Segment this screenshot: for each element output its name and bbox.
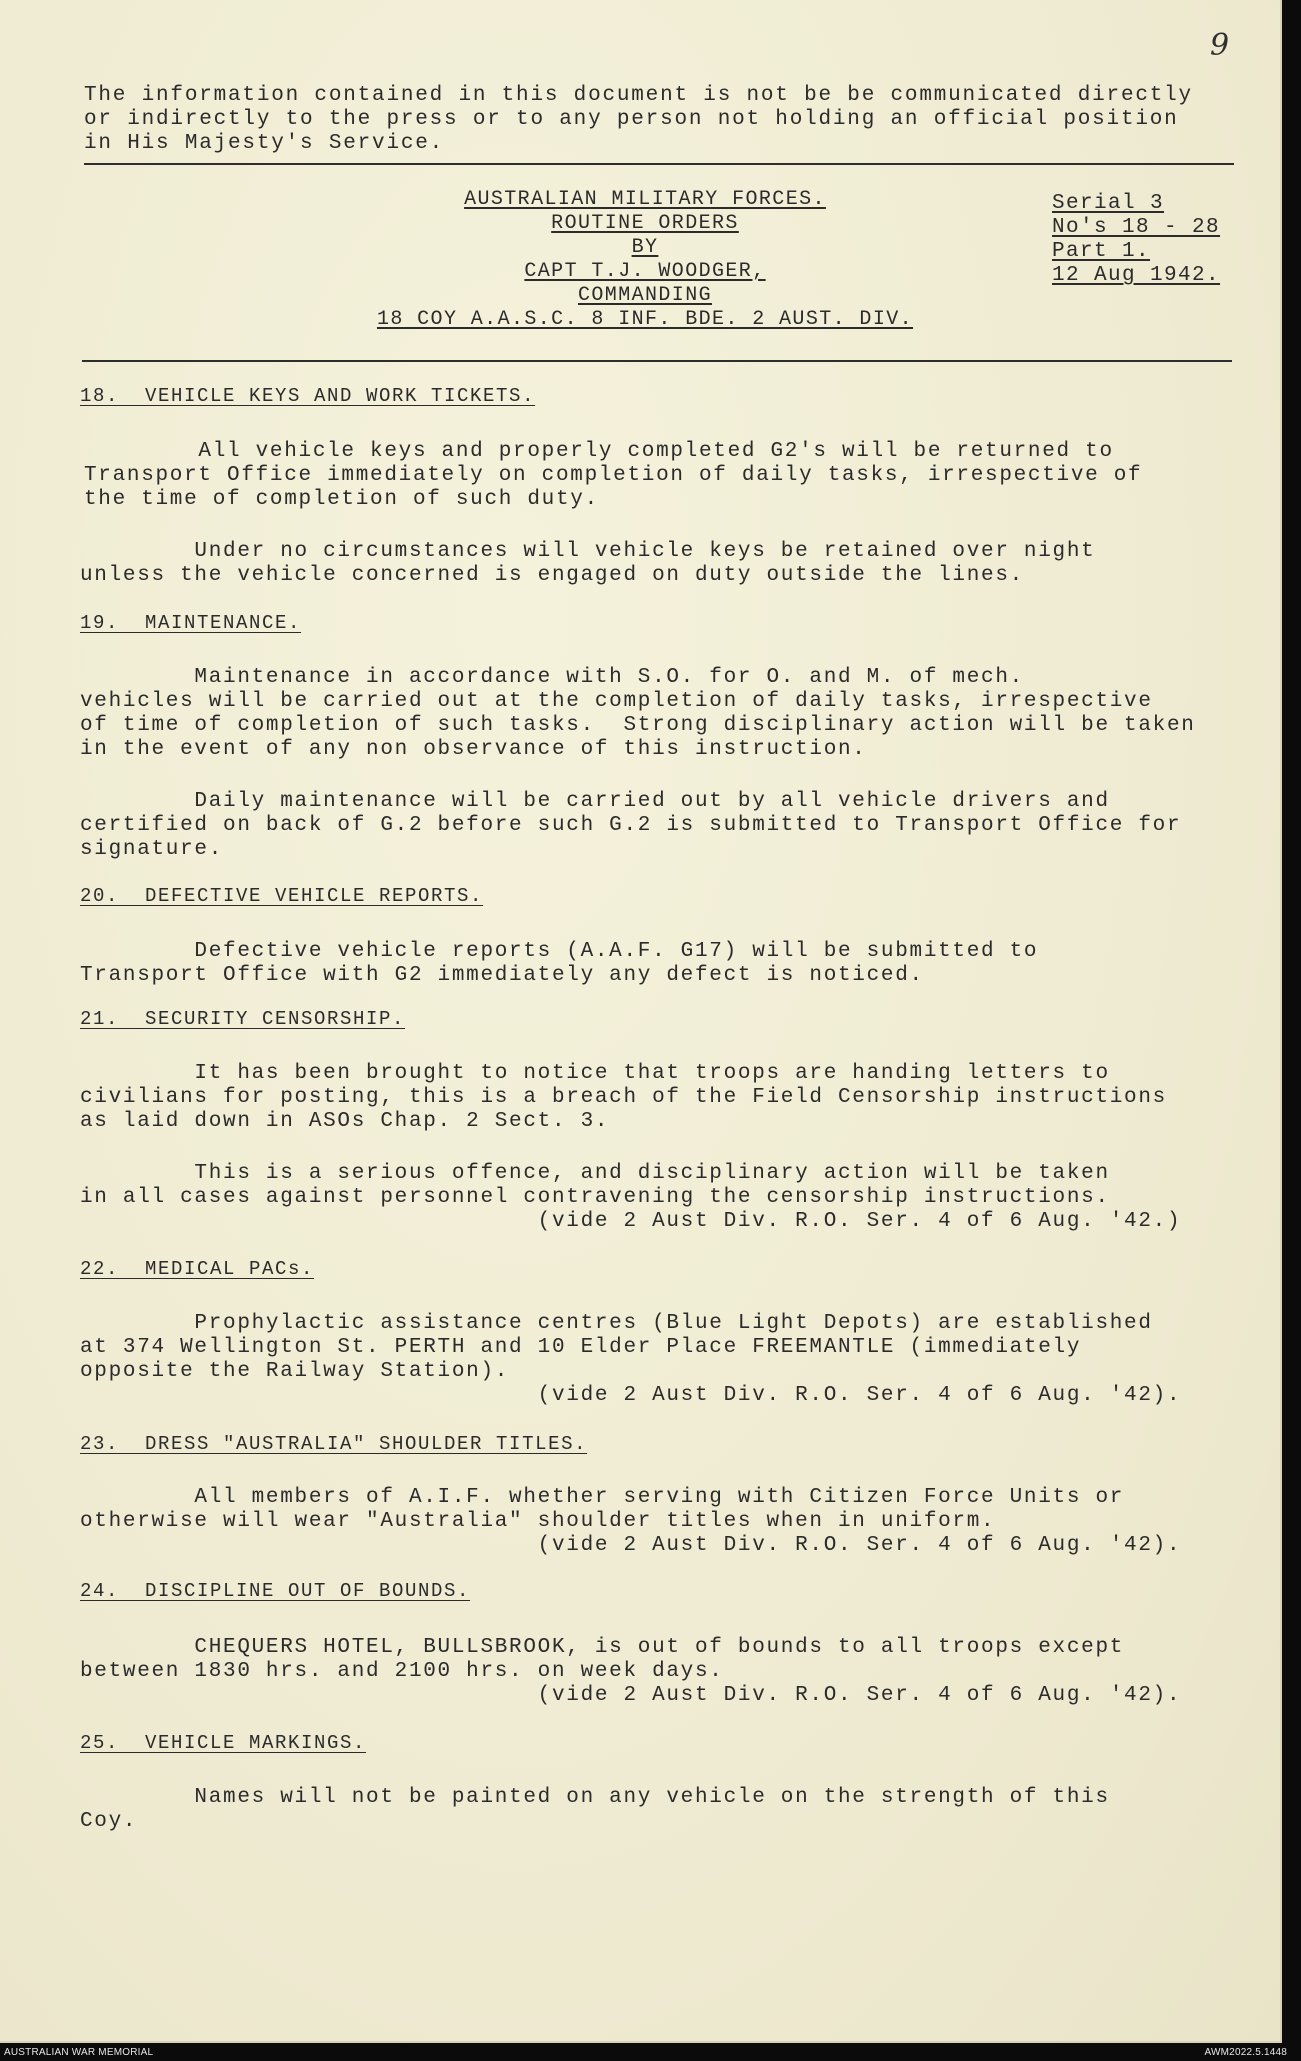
notice-line: or indirectly to the press or to any person not holding an official position: [84, 108, 1179, 131]
body-line: Transport Office immediately on completion of daily tasks, irrespective of: [84, 464, 1143, 487]
body-line: as laid down in ASOs Chap. 2 Sect. 3.: [80, 1110, 610, 1133]
order-heading: 22. MEDICAL PACs.: [80, 1258, 315, 1280]
header-officer: CAPT T.J. WOODGER,: [524, 260, 766, 283]
body-line: opposite the Railway Station).: [80, 1360, 510, 1383]
body-line: unless the vehicle concerned is engaged on duty outside the lines.: [80, 564, 1024, 587]
body-line: of time of completion of such tasks. Strong disciplinary action will be taken: [80, 714, 1196, 737]
body-line: Defective vehicle reports (A.A.F. G17) will be submitted to: [80, 940, 1039, 963]
order-heading: 20. DEFECTIVE VEHICLE REPORTS.: [80, 885, 484, 907]
body-line: the time of completion of such duty.: [84, 488, 599, 511]
order-heading: 25. VEHICLE MARKINGS.: [80, 1732, 367, 1754]
order-heading: 18. VEHICLE KEYS AND WORK TICKETS.: [80, 385, 536, 407]
body-line: Names will not be painted on any vehicle on the strength of this: [80, 1786, 1110, 1809]
body-line: vehicles will be carried out at the completion of daily tasks, irrespective: [80, 690, 1153, 713]
vide-reference: (vide 2 Aust Div. R.O. Ser. 4 of 6 Aug. '42).: [80, 1534, 1182, 1557]
body-line: Coy.: [80, 1810, 138, 1833]
header-role: COMMANDING: [577, 284, 713, 307]
body-line: certified on back of G.2 before such G.2 is submitted to Transport Office for: [80, 814, 1182, 837]
body-line: at 374 Wellington St. PERTH and 10 Elder Place FREEMANTLE (immediately: [80, 1336, 1082, 1359]
body-line: between 1830 hrs. and 2100 hrs. on week days.: [80, 1660, 724, 1683]
order-date: 12 Aug 1942.: [1052, 264, 1221, 287]
vide-reference: (vide 2 Aust Div. R.O. Ser. 4 of 6 Aug. '42).: [80, 1684, 1182, 1707]
header-unit: 18 COY A.A.S.C. 8 INF. BDE. 2 AUST. DIV.: [376, 308, 914, 331]
body-line: otherwise will wear "Australia" shoulder titles when in uniform.: [80, 1510, 996, 1533]
footer-credit: AUSTRALIAN WAR MEMORIAL: [4, 2047, 154, 2058]
body-line: in the event of any non observance of this instruction.: [80, 738, 867, 761]
serial-number: Serial 3: [1052, 192, 1165, 215]
page-number-mark: 9: [1210, 28, 1230, 63]
body-line: It has been brought to notice that troops are handing letters to: [80, 1062, 1110, 1085]
notice-divider: [84, 163, 1234, 165]
body-line: in all cases against personnel contravening the censorship instructions.: [80, 1186, 1110, 1209]
body-line: Maintenance in accordance with S.O. for O. and M. of mech.: [80, 666, 1024, 689]
order-heading: 24. DISCIPLINE OUT OF BOUNDS.: [80, 1580, 471, 1602]
body-line: signature.: [80, 838, 224, 861]
part-number: Part 1.: [1052, 240, 1151, 263]
order-heading: 21. SECURITY CENSORSHIP.: [80, 1008, 406, 1030]
order-heading: 19. MAINTENANCE.: [80, 612, 302, 634]
header-title: AUSTRALIAN MILITARY FORCES.: [464, 188, 826, 211]
footer-accession-number: AWM2022.5.1448: [1204, 2047, 1287, 2058]
body-line: This is a serious offence, and disciplinary action will be taken: [80, 1162, 1110, 1185]
order-numbers: No's 18 - 28: [1052, 216, 1221, 239]
body-line: CHEQUERS HOTEL, BULLSBROOK, is out of bounds to all troops except: [80, 1636, 1125, 1659]
header-divider: [82, 360, 1232, 362]
body-line: All vehicle keys and properly completed G2's will be returned to: [84, 440, 1114, 463]
body-line: Daily maintenance will be carried out by all vehicle drivers and: [80, 790, 1110, 813]
vide-reference: (vide 2 Aust Div. R.O. Ser. 4 of 6 Aug. '42).: [80, 1384, 1182, 1407]
body-line: All members of A.I.F. whether serving with Citizen Force Units or: [80, 1486, 1125, 1509]
body-line: Under no circumstances will vehicle keys be retained over night: [80, 540, 1096, 563]
body-line: Transport Office with G2 immediately any defect is noticed.: [80, 964, 924, 987]
notice-line: The information contained in this document is not be be communicated directly: [84, 84, 1193, 107]
body-line: Prophylactic assistance centres (Blue Light Depots) are established: [80, 1312, 1153, 1335]
header-by: BY: [631, 236, 659, 259]
body-line: civilians for posting, this is a breach of the Field Censorship instructions: [80, 1086, 1167, 1109]
order-heading: 23. DRESS "AUSTRALIA" SHOULDER TITLES.: [80, 1433, 588, 1455]
vide-reference: (vide 2 Aust Div. R.O. Ser. 4 of 6 Aug. '42.): [80, 1210, 1182, 1233]
notice-line: in His Majesty's Service.: [84, 132, 445, 155]
header-subtitle: ROUTINE ORDERS: [551, 212, 739, 235]
